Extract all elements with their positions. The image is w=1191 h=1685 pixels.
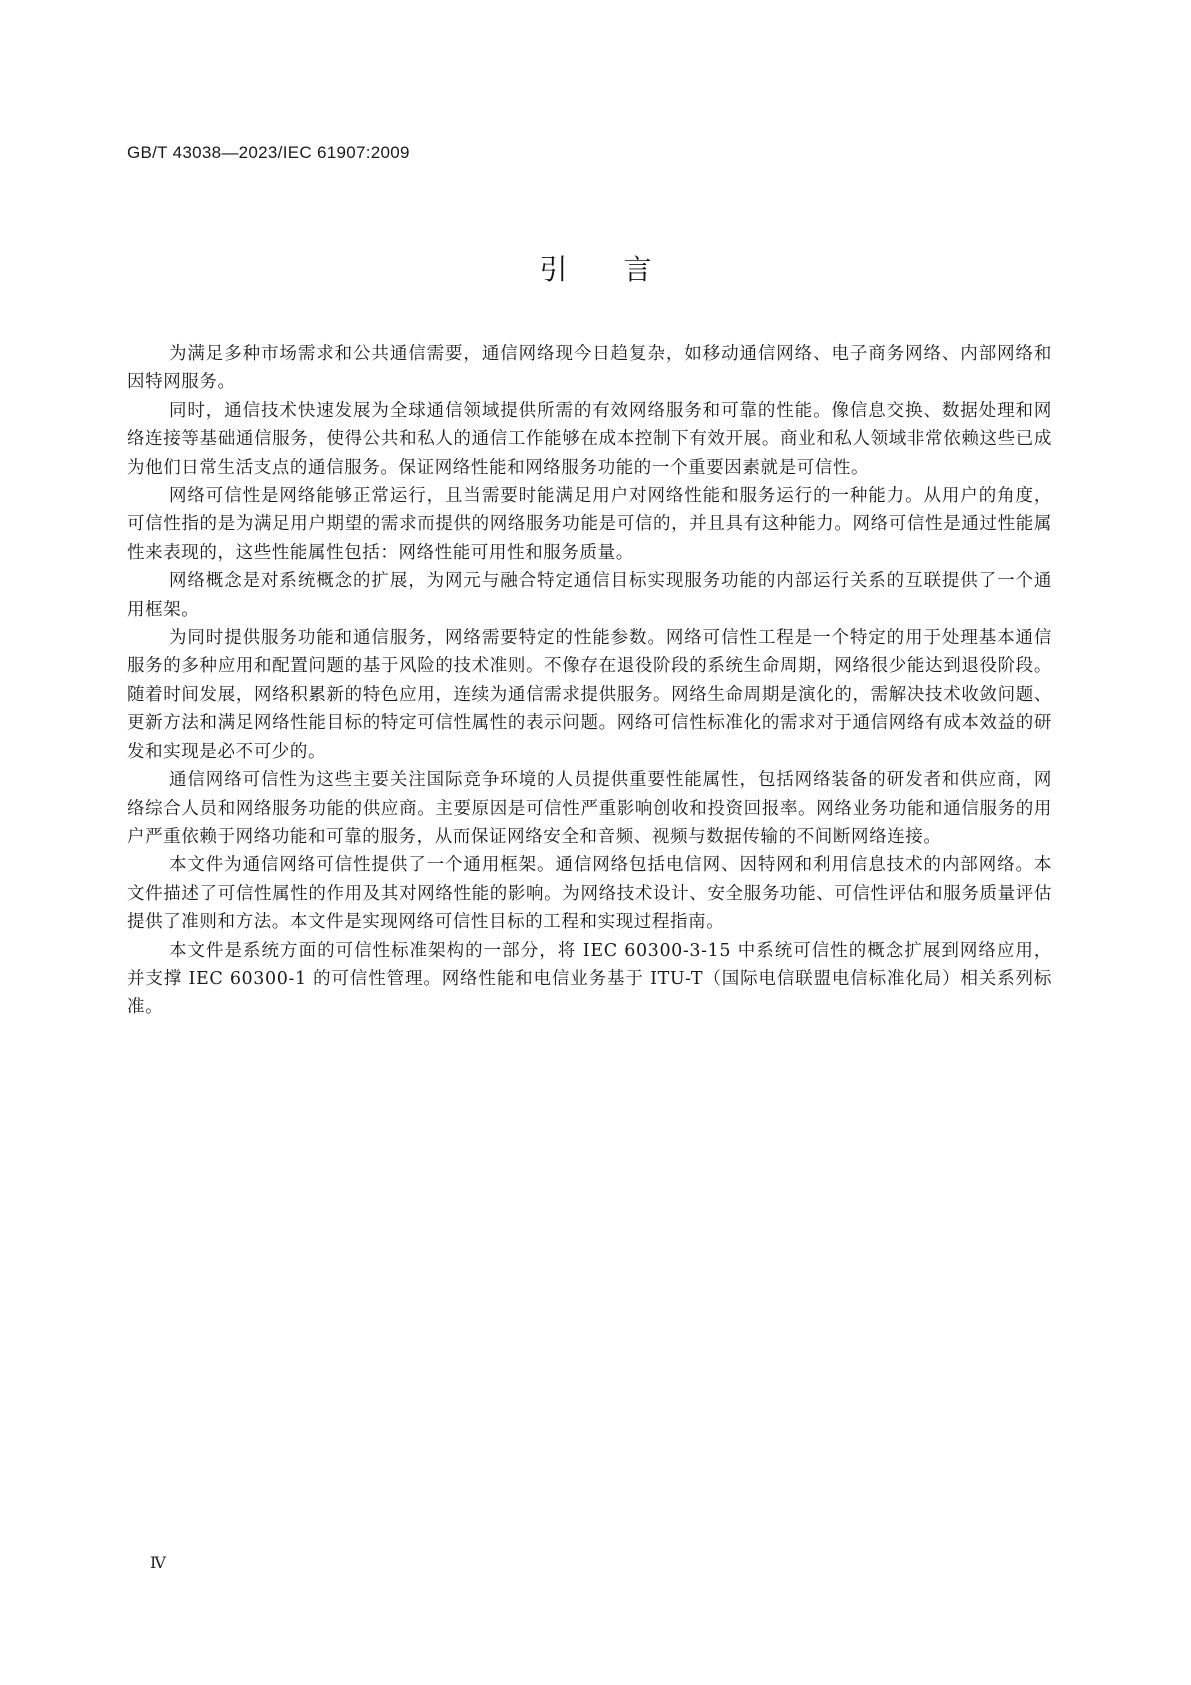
paragraph-4: 网络概念是对系统概念的扩展，为网元与融合特定通信目标实现服务功能的内部运行关系的互联提供了一个通用框架。 <box>127 571 1052 620</box>
introduction-body <box>127 340 1052 1022</box>
paragraph-1: 为满足多种市场需求和公共通信需要，通信网络现今日趋复杂，如移动通信网络、电子商务网络、内部网络和因特网服务。 <box>127 344 1052 393</box>
paragraph-6: 通信网络可信性为这些主要关注国际竞争环境的人员提供重要性能属性，包括网络装备的研发者和供应商，网络综合人员和网络服务功能的供应商。主要原因是可信性严重影响创收和投资回报率。网络业务功能和通信服务的用户严重依赖于网络功能和可靠的服务，从而保证网络安全和音频、视频与数据传输的不间断网络连接。 <box>127 770 1052 847</box>
paragraph-8: 本文件是系统方面的可信性标准架构的一部分，将 IEC 60300-3-15 中系统可信性的概念扩展到网络应用，并支撑 IEC 60300-1 的可信性管理。网络性能和电信业务基于 ITU-T（国际电信联盟电信标准化局）相关系列标准。 <box>127 940 1052 1018</box>
page-number: Ⅳ <box>150 1555 166 1572</box>
paragraph-2: 同时，通信技术快速发展为全球通信领域提供所需的有效网络服务和可靠的性能。像信息交换、数据处理和网络连接等基础通信服务，使得公共和私人的通信工作能够在成本控制下有效开展。商业和私人领域非常依赖这些已成为他们日常生活支点的通信服务。保证网络性能和网络服务功能的一个重要因素就是可信性。 <box>127 400 1052 478</box>
paragraph-3: 网络可信性是网络能够正常运行，且当需要时能满足用户对网络性能和服务运行的一种能力。从用户的角度，可信性指的是为满足用户期望的需求而提供的网络服务功能是可信的，并且具有这种能力。网络可信性是通过性能属性来表现的，这些性能属性包括：网络性能可用性和服务质量。 <box>127 486 1052 563</box>
paragraph-7: 本文件为通信网络可信性提供了一个通用框架。通信网络包括电信网、因特网和利用信息技术的内部网络。本文件描述了可信性属性的作用及其对网络性能的影响。为网络技术设计、安全服务功能、可信性评估和服务质量评估提供了准则和方法。本文件是实现网络可信性目标的工程和实现过程指南。 <box>127 855 1052 933</box>
page-title: 引言 <box>539 253 708 286</box>
paragraph-5: 为同时提供服务功能和通信服务，网络需要特定的性能参数。网络可信性工程是一个特定的用于处理基本通信服务的多种应用和配置问题的基于风险的技术准则。不像存在退役阶段的系统生命周期，网络很少能达到退役阶段。随着时间发展，网络积累新的特色应用，连续为通信需求提供服务。网络生命周期是演化的，需解决技术收敛问题、更新方法和满足网络性能目标的特定可信性属性的表示问题。网络可信性标准化的需求对于通信网络有成本效益的研发和实现是必不可少的。 <box>127 628 1052 762</box>
standard-code-header: GB/T 43038—2023/IEC 61907:2009 <box>127 143 410 162</box>
